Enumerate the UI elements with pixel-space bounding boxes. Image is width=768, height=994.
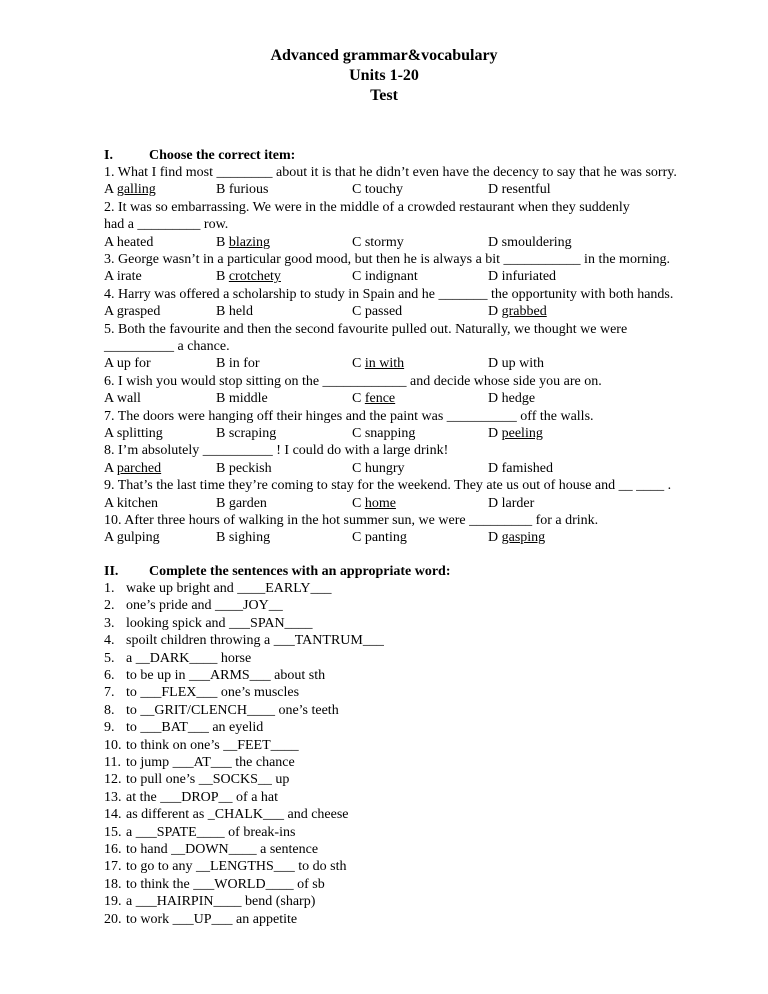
item-number: 12. [104, 772, 122, 788]
list-item [104, 841, 318, 858]
answer-option [104, 268, 142, 285]
option-letter: C [352, 304, 365, 320]
answer-option [104, 425, 163, 442]
item-text: to think the ___WORLD____ of sb [126, 876, 325, 892]
option-word: furious [228, 182, 269, 198]
list-item [104, 754, 295, 771]
option-letter: C [352, 234, 365, 250]
item-text: to ___BAT___ an eyelid [126, 720, 264, 736]
option-word: grasped [116, 304, 161, 320]
section-2-heading [104, 563, 451, 580]
question-text: 7. The doors were hanging off their hinges and the paint was __________ off the walls. [104, 408, 594, 424]
item-number: 17. [104, 859, 122, 875]
list-item [104, 789, 278, 806]
option-word-correct: grabbed [501, 304, 547, 320]
question-text: 4. Harry was offered a scholarship to study in Spain and he _______ the opportunity with both hands. [104, 286, 674, 302]
option-word: peckish [228, 460, 272, 476]
item-text: spoilt children throwing a ___TANTRUM___ [126, 633, 384, 649]
option-letter: B [216, 356, 229, 372]
list-item [104, 737, 299, 754]
option-word-correct: galling [116, 182, 156, 198]
question-text: 3. George wasn’t in a particular good mood, but then he is always a bit ___________ in the morning. [104, 252, 670, 267]
question-text: had a _________ row. [104, 217, 229, 233]
section-title: Choose the correct item: [149, 148, 296, 163]
item-number: 18. [104, 876, 122, 892]
list-item [104, 667, 325, 684]
answer-option [216, 234, 270, 251]
section-number: II. [104, 564, 119, 579]
option-letter: C [352, 391, 365, 407]
option-letter: A [104, 460, 117, 476]
item-text: to __GRIT/CLENCH____ one’s teeth [126, 702, 339, 718]
item-text: to go to any __LENGTHS___ to do sth [126, 859, 347, 875]
option-word: splitting [116, 426, 163, 441]
option-word: smouldering [501, 234, 572, 250]
option-letter: B [216, 460, 229, 476]
question-text: __________ a chance. [104, 339, 230, 354]
answer-option [488, 425, 543, 442]
item-number: 11. [104, 755, 121, 770]
answer-option [104, 529, 160, 546]
option-word: heated [116, 234, 154, 250]
item-number: 14. [104, 807, 122, 823]
option-letter: D [488, 234, 502, 250]
item-text: to be up in ___ARMS___ about sth [126, 668, 326, 683]
answer-option [488, 529, 545, 546]
list-item [104, 719, 263, 736]
question-text: 9. That’s the last time they’re coming to stay for the weekend. They ate us out of house and __ ____ . [104, 478, 672, 494]
item-text: a ___HAIRPIN____ bend (sharp) [126, 894, 316, 910]
item-text: a ___SPATE____ of break-ins [126, 824, 296, 840]
list-item [104, 771, 289, 788]
item-text: to jump ___AT___ the chance [126, 755, 295, 770]
item-number: 7. [104, 685, 115, 701]
option-letter: B [216, 391, 229, 407]
option-word: larder [501, 495, 535, 511]
answer-option [104, 390, 141, 407]
option-letter: C [352, 426, 365, 441]
option-letter: B [216, 234, 229, 250]
list-item [104, 684, 299, 701]
option-letter: A [104, 234, 117, 250]
question-text: 8. I’m absolutely __________ ! I could do with a large drink! [104, 443, 449, 459]
option-letter: B [216, 304, 229, 320]
option-letter: C [352, 460, 365, 476]
option-word: snapping [364, 426, 416, 441]
item-number: 19. [104, 894, 122, 910]
option-letter: A [104, 269, 117, 285]
item-text: to ___FLEX___ one’s muscles [126, 685, 300, 701]
option-letter: D [488, 304, 502, 320]
answer-option [352, 303, 402, 320]
item-number: 1. [104, 581, 115, 596]
option-letter: B [216, 530, 229, 546]
option-word: infuriated [501, 269, 557, 285]
answer-option [216, 355, 260, 372]
answer-option [488, 303, 547, 320]
item-number: 10. [104, 737, 122, 753]
doc-units: Units 1-20 [349, 67, 419, 84]
answer-option [216, 460, 272, 477]
option-letter: C [352, 530, 365, 546]
option-letter: B [216, 182, 229, 198]
list-item [104, 580, 331, 597]
question-text: 6. I wish you would stop sitting on the ____________ and decide whose side you are on. [104, 373, 602, 389]
answer-option [352, 529, 407, 546]
option-word: held [228, 304, 253, 320]
item-number: 16. [104, 842, 122, 857]
option-word-correct: crotchety [228, 269, 281, 285]
option-letter: C [352, 495, 365, 511]
option-word: hedge [501, 391, 536, 407]
answer-option [352, 425, 415, 442]
option-word-correct: home [364, 495, 396, 511]
answer-option [216, 268, 281, 285]
option-word: indignant [364, 269, 418, 285]
option-letter: D [488, 495, 502, 511]
answer-option [104, 355, 151, 372]
option-word: hungry [364, 460, 405, 476]
item-number: 20. [104, 911, 122, 927]
option-word-correct: parched [116, 460, 162, 476]
option-letter: C [352, 356, 365, 372]
option-letter: B [216, 269, 229, 285]
option-word-correct: peeling [501, 426, 543, 441]
answer-option [488, 268, 556, 285]
option-letter: D [488, 460, 502, 476]
list-item [104, 824, 295, 841]
doc-title: Advanced grammar&vocabulary [270, 47, 498, 64]
option-letter: B [216, 495, 229, 511]
list-item [104, 893, 315, 910]
item-number: 2. [104, 598, 115, 614]
answer-option [216, 425, 276, 442]
list-item [104, 632, 384, 649]
option-letter: C [352, 182, 365, 198]
answer-option [104, 495, 158, 512]
question-text: 2. It was so embarrassing. We were in the middle of a crowded restaurant when they suddenly [104, 199, 630, 215]
option-word: stormy [364, 234, 404, 250]
item-number: 5. [104, 650, 115, 666]
answer-option [488, 460, 553, 477]
question-text: 10. After three hours of walking in the hot summer sun, we were _________ for a drink. [104, 513, 599, 528]
option-word: kitchen [116, 495, 159, 511]
option-word: up for [116, 356, 151, 372]
option-word: sighing [228, 530, 271, 546]
item-text: as different as _CHALK___ and cheese [126, 807, 349, 823]
option-letter: B [216, 426, 229, 441]
list-item [104, 702, 339, 719]
item-text: to pull one’s __SOCKS__ up [126, 772, 290, 788]
list-item [104, 806, 349, 823]
answer-option [352, 390, 395, 407]
section-number: I. [104, 148, 113, 163]
option-word-correct: gasping [501, 530, 546, 546]
option-word: wall [116, 391, 141, 407]
item-number: 13. [104, 789, 122, 805]
option-letter: D [488, 391, 502, 407]
option-word: up with [501, 356, 545, 372]
item-text: looking spick and ___SPAN____ [126, 615, 313, 631]
option-letter: A [104, 495, 117, 511]
answer-option [216, 303, 253, 320]
option-word-correct: blazing [228, 234, 271, 250]
list-item [104, 615, 313, 632]
answer-option [216, 390, 268, 407]
item-text: wake up bright and ____EARLY___ [126, 581, 332, 596]
option-word: famished [501, 460, 553, 476]
option-word: garden [228, 495, 267, 511]
option-letter: D [488, 356, 502, 372]
item-text: one’s pride and ____JOY__ [126, 598, 283, 614]
option-letter: A [104, 182, 117, 198]
option-letter: A [104, 530, 117, 546]
answer-option [488, 495, 534, 512]
list-item [104, 858, 347, 875]
option-letter: D [488, 269, 502, 285]
option-letter: D [488, 182, 502, 198]
answer-option [352, 495, 396, 512]
answer-option [488, 181, 551, 198]
item-number: 15. [104, 824, 122, 840]
option-word: passed [364, 304, 403, 320]
item-text: to hand __DOWN____ a sentence [126, 842, 319, 857]
item-number: 9. [104, 720, 115, 736]
item-number: 4. [104, 633, 115, 649]
item-number: 3. [104, 615, 115, 631]
option-word: middle [228, 391, 268, 407]
doc-test-label: Test [370, 87, 398, 104]
option-letter: A [104, 356, 117, 372]
question-text: 5. Both the favourite and then the second favourite pulled out. Naturally, we thought we were [104, 321, 628, 337]
answer-option [104, 234, 153, 251]
item-text: to work ___UP___ an appetite [126, 911, 298, 927]
answer-option [352, 181, 403, 198]
option-word: irate [116, 269, 142, 285]
list-item [104, 911, 297, 928]
option-letter: A [104, 426, 117, 441]
list-item [104, 650, 251, 667]
answer-option [488, 390, 535, 407]
option-word-correct: in with [364, 356, 405, 372]
item-number: 8. [104, 702, 115, 718]
option-word: touchy [364, 182, 403, 198]
option-letter: D [488, 426, 502, 441]
answer-option [104, 181, 156, 198]
answer-option [104, 460, 161, 477]
answer-option [216, 495, 267, 512]
answer-option [104, 303, 160, 320]
answer-option [352, 268, 418, 285]
answer-option [488, 355, 544, 372]
list-item [104, 597, 283, 614]
answer-option [352, 355, 404, 372]
option-word: scraping [228, 426, 277, 441]
option-letter: C [352, 269, 365, 285]
item-text: a __DARK____ horse [126, 650, 252, 666]
option-word: gulping [116, 530, 160, 546]
section-1-heading [104, 147, 296, 164]
answer-option [216, 529, 270, 546]
option-word: panting [364, 530, 407, 546]
option-letter: A [104, 304, 117, 320]
option-word: in for [228, 356, 260, 372]
list-item [104, 876, 325, 893]
question-text: 1. What I find most ________ about it is that he didn’t even have the decency to say that he was sorry. [104, 165, 677, 180]
answer-option [216, 181, 269, 198]
option-word: resentful [501, 182, 551, 198]
answer-option [352, 234, 404, 251]
answer-option [352, 460, 405, 477]
option-word-correct: fence [364, 391, 396, 407]
item-number: 6. [104, 668, 115, 683]
option-letter: A [104, 391, 117, 407]
item-text: to think on one’s __FEET____ [126, 737, 299, 753]
section-title: Complete the sentences with an appropriate word: [149, 564, 451, 579]
option-letter: D [488, 530, 502, 546]
item-text: at the ___DROP__ of a hat [126, 789, 279, 805]
answer-option [488, 234, 572, 251]
